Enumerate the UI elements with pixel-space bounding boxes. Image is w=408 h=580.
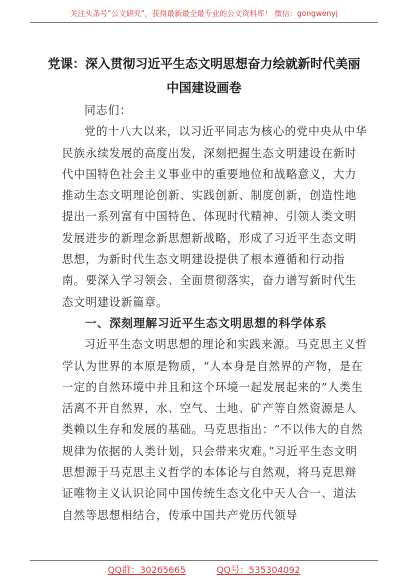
footer — [0, 563, 408, 576]
document-body — [62, 100, 368, 526]
title-line-1: 党课：深入贯彻习近平生态文明思想奋力绘就新时代美丽 — [47, 56, 361, 71]
document-title — [40, 52, 368, 100]
footer-qq-group: QQ群：30265665 — [107, 566, 186, 576]
salutation: 同志们： — [84, 104, 132, 117]
section-heading-1: 一、深刻理解习近平生态文明思想的科学体系 — [85, 315, 327, 330]
paragraph-2: 习近平生态文明思想的理论和实践来源。马克思主义哲学认为世界的本原是物质，“人本身是自然界的产物，是在一定的自然环境中并且和这个环境一起发展起来的”人类生活离不开自然界，水、空气、土地、矿产等自然资源是人类赖以生存和发展的基础。马克思指出：“不以伟大的自然规律为依据的人类计划，只会带来灾难。”习近平生态文明思想源于马克思主义哲学的本体论与自然观，将马克思辩证唯物主义认识论同中国传统生态文化中天人合一、道法自然等思想相结合，传承中国共产党历代领导 — [62, 338, 368, 522]
header-divider — [30, 22, 378, 23]
footer-divider — [30, 560, 378, 561]
header-note: 关注头条号"公文研究"，获得最新最全最专业的公文资料库！ 微信：gongwenyj — [70, 9, 338, 18]
title-line-2: 中国建设画卷 — [166, 80, 242, 95]
footer-qq-number: QQ号：535304092 — [216, 566, 301, 576]
paragraph-1: 党的十八大以来，以习近平同志为核心的党中央从中华民族永续发展的高度出发，深刻把握生态文明建设在新时代中国特色社会主义事业中的重要地位和战略意义，大力推动生态文明理论创新、实践创新、制度创新，创造性地提出一系列富有中国特色、体现时代精神、引领人类文明发展进步的新理念新思想新战略，形成了习近平生态文明思想，为新时代生态文明建设提供了根本遵循和行动指南。要深入学习领会、全面贯彻落实，奋力谱写新时代生态文明建设新篇章。 — [62, 125, 368, 309]
